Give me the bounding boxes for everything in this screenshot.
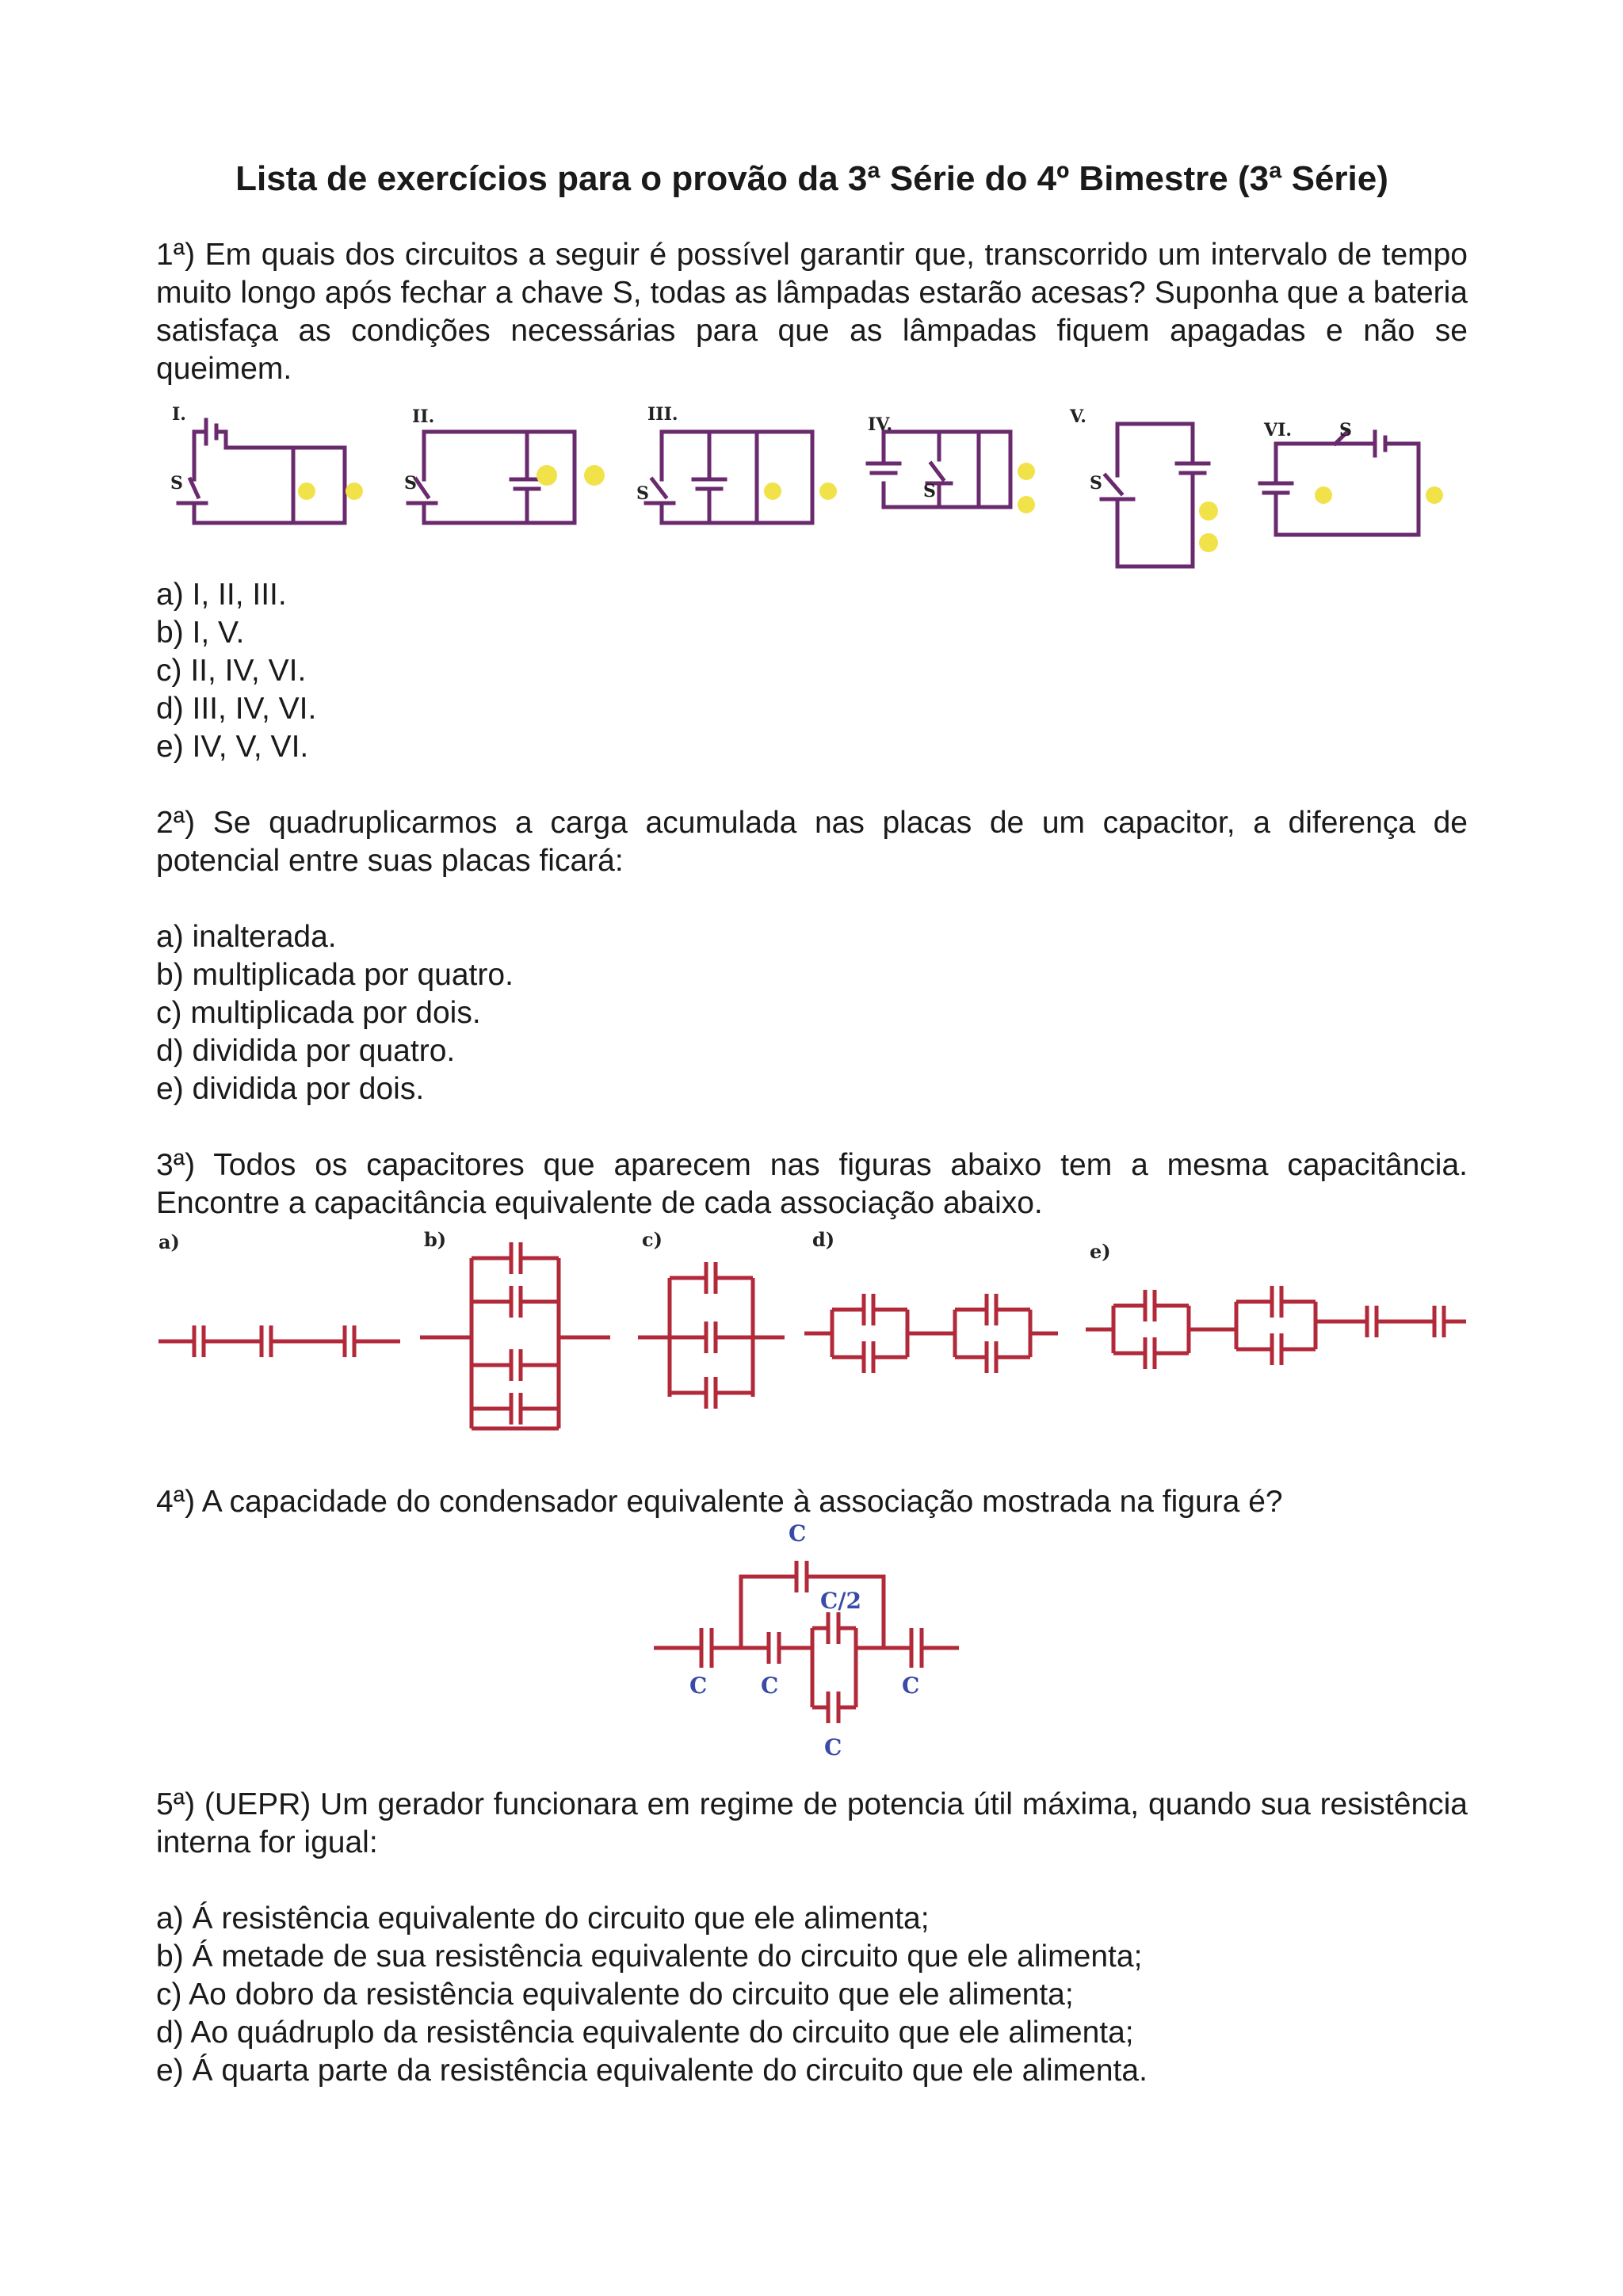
circuit-label-6: VI. <box>1264 420 1293 441</box>
figure-label-a: a) <box>158 1230 180 1253</box>
association-a <box>158 1325 400 1357</box>
question-1-options <box>156 576 316 766</box>
circuit-label-2: II. <box>412 406 435 427</box>
question-3-text: 3ª) Todos os capacitores que aparecem nas figuras abaixo tem a mesma capacitância. Encontre a capacitância equivalente de cada associação abaixo. <box>156 1148 1468 1220</box>
lamp-icon <box>1199 502 1218 521</box>
option-a: a) inalterada. <box>156 920 337 954</box>
lamp-icon <box>1315 486 1332 504</box>
association-d <box>804 1294 1058 1373</box>
question-1-circuits-figure <box>155 400 1470 582</box>
question-4-text: 4ª) A capacidade do condensador equivalente à associação mostrada na figura é? <box>156 1485 1283 1519</box>
document-title: Lista de exercícios para o provão da 3ª Série do 4º Bimestre (3ª Série) <box>235 159 1388 198</box>
label-c-left: C <box>689 1672 708 1699</box>
figure-label-b: b) <box>424 1228 447 1251</box>
lamp-icon <box>1426 486 1443 504</box>
lamp-icon <box>764 482 781 500</box>
question-3-capacitor-figures <box>155 1226 1470 1448</box>
option-c: c) Ao dobro da resistência equivalente do circuito que ele alimenta; <box>156 1978 1074 2012</box>
circuit-label-3: III. <box>647 404 678 425</box>
figure-label-d: d) <box>812 1228 835 1251</box>
option-d: d) Ao quádruplo da resistência equivalente do circuito que ele alimenta; <box>156 2016 1134 2050</box>
label-c-top: C <box>789 1520 807 1547</box>
circuit-1 <box>178 420 345 523</box>
lamp-icon <box>346 482 363 500</box>
circuit-6 <box>1260 432 1419 535</box>
circuit-label-4: IV. <box>868 414 893 435</box>
question-5-text: 5ª) (UEPR) Um gerador funcionara em regime de potencia útil máxima, quando sua resistência interna for igual: <box>156 1787 1468 1859</box>
option-e: e) dividida por dois. <box>156 1072 425 1106</box>
option-a: a) Á resistência equivalente do circuito que ele alimenta; <box>156 1901 930 1936</box>
option-c: c) multiplicada por dois. <box>156 996 481 1030</box>
option-d: d) III, IV, VI. <box>156 692 317 726</box>
option-a: a) I, II, III. <box>156 578 287 612</box>
label-c-mid: C <box>761 1672 779 1699</box>
option-b: b) I, V. <box>156 616 245 650</box>
option-b: b) multiplicada por quatro. <box>156 958 514 992</box>
circuit-5 <box>1102 424 1209 566</box>
option-d: d) dividida por quatro. <box>156 1034 456 1068</box>
figure-label-e: e) <box>1090 1240 1111 1263</box>
association-c <box>638 1262 785 1409</box>
question-5-options <box>156 1900 1148 2090</box>
label-c-bottom: C <box>824 1734 842 1760</box>
switch-label: S <box>170 473 183 494</box>
switch-label: S <box>1339 420 1352 441</box>
circuit-label-5: V. <box>1070 406 1086 427</box>
lamp-icon <box>1018 496 1035 513</box>
switch-label: S <box>923 481 936 502</box>
lamp-icon <box>584 465 605 486</box>
switch-label: S <box>636 483 649 504</box>
circuit-label-1: I. <box>172 404 186 425</box>
circuit-3 <box>646 432 812 523</box>
lamp-icons <box>298 463 1443 552</box>
switch-label: S <box>1090 473 1102 494</box>
label-c-right: C <box>902 1672 920 1699</box>
lamp-icon <box>1199 533 1218 552</box>
question-4-capacitor-figure <box>650 1517 999 1763</box>
question-1-text: 1ª) Em quais dos circuitos a seguir é possível garantir que, transcorrido um intervalo de tempo muito longo após fechar a chave S, todas as lâmpadas estarão acesas? Suponha que a bateria satisfaça as condições necessárias para que as lâmpadas fiquem apagadas e não se queimem. <box>156 238 1468 386</box>
circuit-4 <box>868 432 1010 507</box>
lamp-icon <box>819 482 837 500</box>
option-c: c) II, IV, VI. <box>156 654 307 688</box>
option-e: e) IV, V, VI. <box>156 730 309 764</box>
option-e: e) Á quarta parte da resistência equivalente do circuito que ele alimenta. <box>156 2054 1148 2088</box>
question-2-options <box>156 918 514 1108</box>
question-2-text: 2ª) Se quadruplicarmos a carga acumulada nas placas de um capacitor, a diferença de potencial entre suas placas ficará: <box>156 806 1468 878</box>
association-e <box>1086 1286 1466 1369</box>
switch-label: S <box>404 473 417 494</box>
lamp-icon <box>1018 463 1035 480</box>
option-b: b) Á metade de sua resistência equivalente do circuito que ele alimenta; <box>156 1939 1143 1974</box>
figure-label-c: c) <box>642 1228 663 1251</box>
lamp-icon <box>537 465 557 486</box>
association-b <box>420 1242 610 1428</box>
label-c-half: C/2 <box>820 1588 861 1614</box>
lamp-icon <box>298 482 315 500</box>
